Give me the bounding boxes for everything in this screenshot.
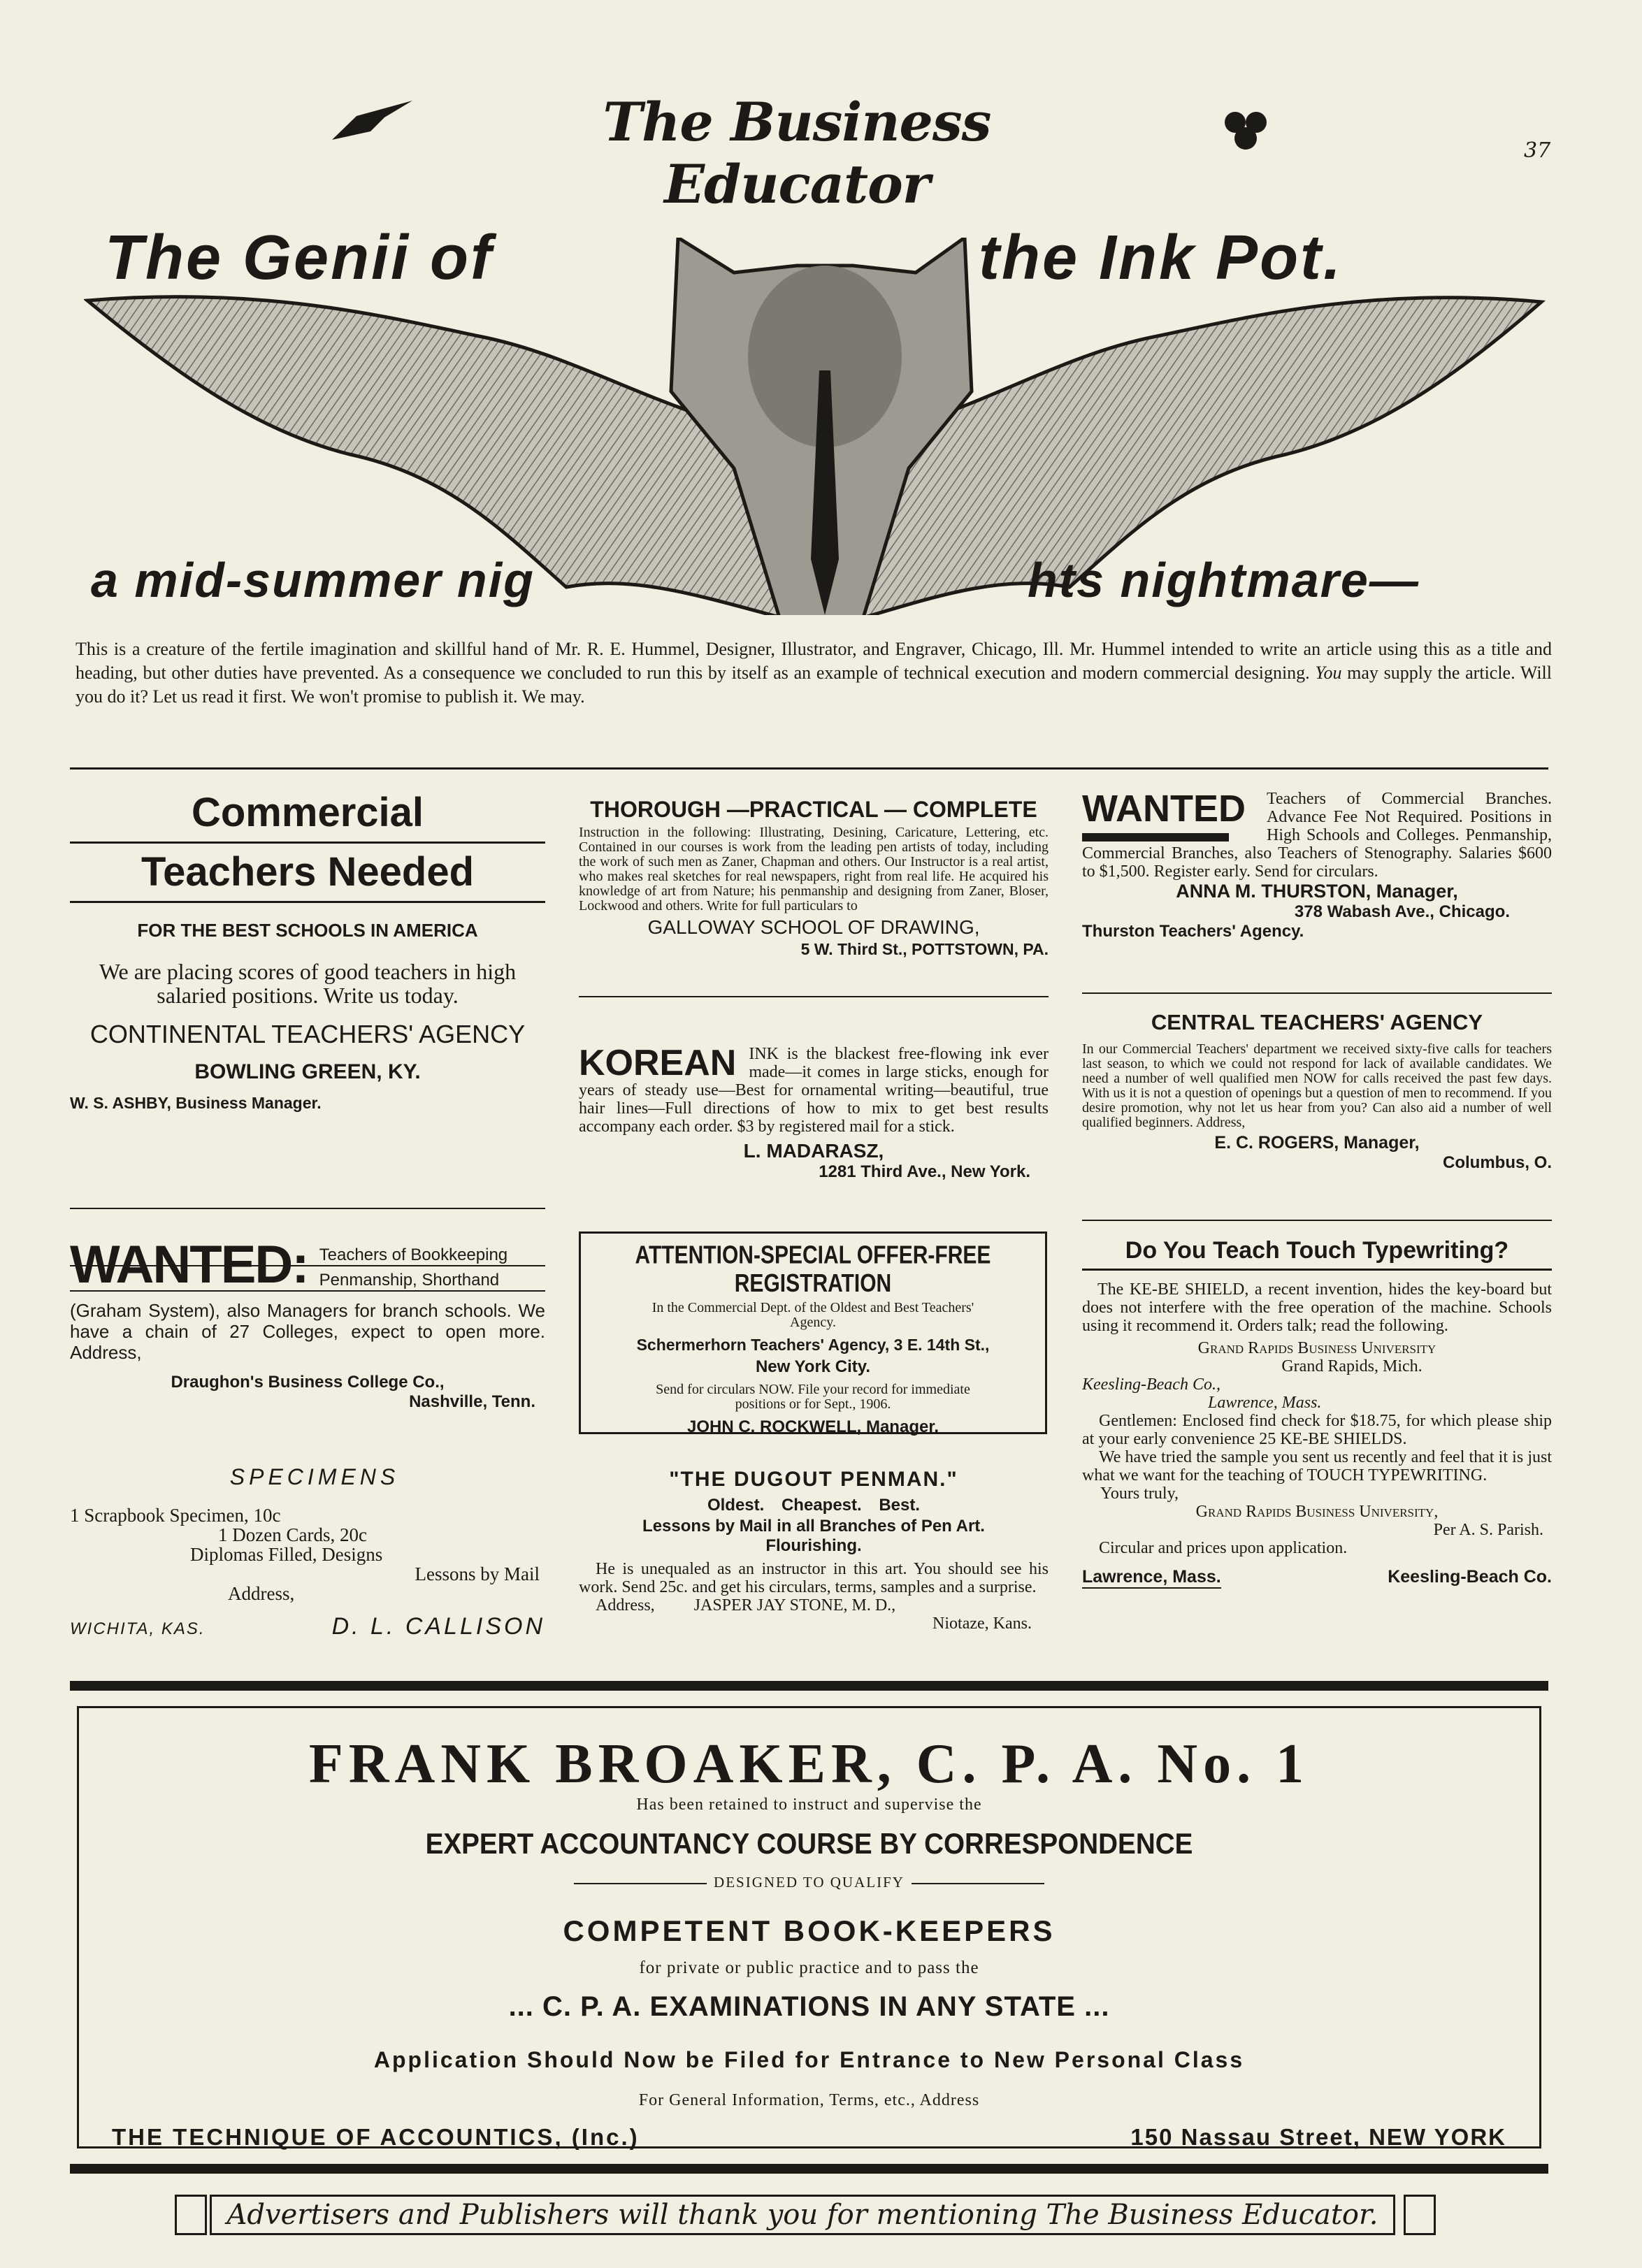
korean-name: L. MADARASZ,: [743, 1140, 884, 1162]
feature-title-left: The Genii of: [105, 223, 494, 293]
broaker-application: Application Should Now be Filed for Entrance to New Personal Class: [373, 2047, 1245, 2072]
ad-thurston: [1082, 790, 1552, 941]
feature-subtitle-left: a mid-summer nig: [91, 553, 535, 607]
ad-galloway: [579, 797, 1049, 959]
divider-col1: [70, 1208, 545, 1209]
dugout-body: He is unequaled as an instructor in this art. You should see his work. Send 25c. and get his circulars, terms, samples and a surprise.: [579, 1560, 1049, 1596]
touch-circular: Circular and prices upon application.: [1099, 1539, 1348, 1557]
galloway-school: GALLOWAY SCHOOL OF DRAWING,: [647, 916, 980, 938]
continental-headline-1: Commercial: [191, 790, 424, 835]
specimens-line-5: Address,: [228, 1583, 295, 1604]
draughon-line-1: Teachers of Bookkeeping: [70, 1245, 545, 1266]
specimens-line-2: 1 Dozen Cards, 20c: [218, 1524, 367, 1545]
broaker-company: THE TECHNIQUE OF ACCOUNTICS, (Inc.): [112, 2124, 640, 2150]
thurston-wanted: WANTED: [1082, 790, 1246, 830]
caption-you: You: [1315, 663, 1342, 683]
schermerhorn-city: New York City.: [755, 1357, 871, 1376]
specimens-line-4: Lessons by Mail: [415, 1563, 540, 1584]
ad-dugout-penman: [579, 1468, 1049, 1633]
feature-caption: [75, 637, 1552, 709]
draughon-line-2: Penmanship, Shorthand: [70, 1271, 545, 1292]
broaker-designed: DESIGNED TO QUALIFY: [714, 1874, 905, 1891]
touch-letter-1: Gentlemen: Enclosed find check for $18.75, for which please ship at your early convenience 25 KE-BE SHIELDS.: [1082, 1412, 1552, 1448]
footer-text: Advertisers and Publishers will thank you for mentioning The Business Educator.: [226, 2199, 1378, 2231]
thurston-agency: Thurston Teachers' Agency.: [1082, 922, 1304, 941]
specimens-line-3: Diplomas Filled, Designs: [190, 1544, 383, 1565]
touch-title: Do You Teach Touch Typewriting?: [1082, 1237, 1552, 1271]
touch-closing: Yours truly,: [1100, 1485, 1179, 1503]
dugout-name: JASPER JAY STONE, M. D.,: [693, 1596, 896, 1615]
touch-from: Grand Rapids Business University: [1197, 1339, 1436, 1357]
dugout-city: Niotaze, Kans.: [932, 1615, 1032, 1633]
ad-continental: [70, 790, 545, 1113]
ad-schermerhorn: [579, 1231, 1047, 1434]
footer-box-left: [175, 2195, 207, 2235]
continental-rule-1: [70, 842, 545, 844]
touch-sign: Grand Rapids Business University,: [1195, 1503, 1439, 1521]
continental-body: We are placing scores of good teachers in high salaried positions. Write us today.: [99, 959, 517, 1008]
broaker-competent: COMPETENT BOOK-KEEPERS: [563, 1914, 1056, 1947]
continental-city: BOWLING GREEN, KY.: [194, 1060, 421, 1083]
ad-draughon: [70, 1237, 545, 1412]
draughon-city: Nashville, Tenn.: [409, 1392, 535, 1411]
broaker-info: For General Information, Terms, etc., Address: [638, 2091, 980, 2109]
draughon-college: Draughon's Business College Co.,: [171, 1373, 445, 1392]
divider-col2-1: [579, 996, 1049, 997]
divider-col3-2: [1082, 1220, 1552, 1221]
dugout-tag: Oldest. Cheapest. Best.: [707, 1496, 921, 1515]
thurston-body: Teachers of Commercial Branches. Advance Fee Not Required. Positions in High Schools and Colleges. Penmanship, Commercial Branches, also Teachers of Stenography. Salaries $600 to $1,500. Register early. Send for circulars.: [1082, 790, 1552, 881]
divider-top: [70, 767, 1548, 770]
touch-foot-left: Lawrence, Mass.: [1082, 1567, 1221, 1589]
touch-foot-right: Keesling-Beach Co.: [1388, 1567, 1552, 1587]
draughon-wanted: WANTED:: [70, 1237, 308, 1293]
touch-to-city: Lawrence, Mass.: [1208, 1394, 1322, 1412]
touch-per: Per A. S. Parish.: [1433, 1521, 1543, 1539]
caption-text-1: This is a creature of the fertile imagination and skillful hand of Mr. R. E. Hummel, Designer, Illustrator, and Engraver, Chicago, Ill. Mr. Hummel intended to write an article using this as a title and heading, but other duties have prevented. As a consequence we concluded to run this by itself as an example of technical execution and modern commercial designing.: [75, 639, 1552, 683]
central-title: CENTRAL TEACHERS' AGENCY: [1151, 1010, 1483, 1034]
galloway-address: 5 W. Third St., POTTSTOWN, PA.: [800, 940, 1049, 958]
ad-korean: [579, 1045, 1049, 1182]
footer-banner: [210, 2195, 1395, 2235]
broaker-title: FRANK BROAKER, C. P. A. No. 1: [308, 1733, 1310, 1795]
dugout-title: "THE DUGOUT PENMAN.": [669, 1468, 958, 1491]
korean-body: INK is the blackest free-flowing ink ever made—it comes in large sticks, enough for years of steady use—Best for ornamental writing—beautiful, true hair lines—Full directions of how to mix to get best results accompany each order. $3 by registered mail for a stick.: [579, 1045, 1049, 1136]
broaker-retained: Has been retained to instruct and supervise the: [636, 1796, 982, 1814]
specimens-line-1: 1 Scrapbook Specimen, 10c: [70, 1505, 281, 1526]
schermerhorn-agency: Schermerhorn Teachers' Agency, 3 E. 14th St.,: [636, 1336, 990, 1354]
ad-specimens: [70, 1464, 545, 1640]
galloway-headline: THOROUGH —PRACTICAL — COMPLETE: [590, 797, 1037, 822]
specimens-title: SPECIMENS: [229, 1464, 400, 1489]
divider-col3-1: [1082, 992, 1552, 994]
specimens-name: D. L. CALLISON: [331, 1613, 545, 1640]
masthead-title: The Business Educator: [603, 91, 991, 215]
touch-letter-2: We have tried the sample you sent us recently and feel that it is just what we want for the teaching of TOUCH TYPEWRITING.: [1082, 1448, 1552, 1485]
galloway-body: Instruction in the following: Illustrating, Desining, Caricature, Lettering, etc. Contained in our courses is work from the leading pen artists of today, including the work of such men as Zaner, Chapman and others. Our Instructor is a real artist, who makes real sketches for real newspapers, right from real life. He acquired his knowledge of art from Nature; his penmanship and designing from Zaner, Bloser, Lockwood and others. Write for full particulars to: [579, 825, 1049, 913]
continental-agency: CONTINENTAL TEACHERS' AGENCY: [89, 1020, 526, 1048]
continental-headline-2: Teachers Needed: [141, 849, 475, 895]
feature-subtitle-right: hts nightmare—: [1028, 553, 1420, 607]
schermerhorn-intro: In the Commercial Dept. of the Oldest and Best Teachers' Agency.: [651, 1300, 974, 1330]
broaker-private: for private or public practice and to pass the: [639, 1958, 979, 1977]
thurston-bar: [1082, 833, 1229, 842]
dugout-lessons: Lessons by Mail in all Branches of Pen Art. Flourishing.: [642, 1517, 985, 1555]
caption-text-2: may supply the article. Will you do it? Let us read it first. We won't promise to publish it. We may.: [75, 663, 1552, 707]
continental-subhead: FOR THE BEST SCHOOLS IN AMERICA: [137, 920, 478, 941]
touch-body: The KE-BE SHIELD, a recent invention, hides the key-board but does not interfere with the free operation of the machine. Schools using it recommend it. Orders talk; read the following.: [1082, 1280, 1552, 1335]
dugout-address-label: Address,: [596, 1596, 655, 1615]
broaker-exams: ... C. P. A. EXAMINATIONS IN ANY STATE ...: [508, 1991, 1110, 2022]
korean-word: KOREAN: [579, 1045, 737, 1083]
ad-touch-typewriting: [1082, 1237, 1552, 1589]
ad-central: [1082, 1010, 1552, 1173]
schermerhorn-title: ATTENTION-SPECIAL OFFER-FREE REGISTRATION: [635, 1241, 991, 1298]
central-city: Columbus, O.: [1443, 1153, 1552, 1172]
central-manager: E. C. ROGERS, Manager,: [1214, 1133, 1420, 1153]
touch-to-name: Keesling-Beach Co.,: [1082, 1375, 1220, 1394]
continental-rule-2: [70, 901, 545, 903]
broaker-street: 150 Nassau Street, NEW YORK: [1130, 2124, 1506, 2150]
quill-icon: [329, 96, 419, 145]
central-body: In our Commercial Teachers' department we received sixty-five calls for teachers last season, to which we could not respond for lack of available candidates. We need a number of well qualified men NOW for calls received the past few days. With us it is not a question of openings but a question of men to recommend. If you desire promotion, why not let us hear from you? Can also aid a number of well qualified beginners. Address,: [1082, 1041, 1552, 1130]
korean-address: 1281 Third Ave., New York.: [819, 1162, 1030, 1181]
feature-title-right: the Ink Pot.: [979, 223, 1344, 293]
specimens-city: WICHITA, KAS.: [70, 1619, 206, 1638]
continental-manager: W. S. ASHBY, Business Manager.: [70, 1094, 322, 1112]
touch-from-city: Grand Rapids, Mich.: [1281, 1357, 1423, 1375]
draughon-body: (Graham System), also Managers for branch schools. We have a chain of 27 Colleges, expect to open more. Address,: [70, 1300, 545, 1363]
ornament-icon: [1220, 105, 1276, 154]
schermerhorn-note: Send for circulars NOW. File your record for immediate positions or for Sept., 1906.: [656, 1382, 970, 1412]
broaker-course: EXPERT ACCOUNTANCY COURSE BY CORRESPONDENCE: [425, 1827, 1193, 1860]
page-number: 37: [1524, 138, 1551, 163]
thurston-address: 378 Wabash Ave., Chicago.: [1294, 902, 1510, 921]
footer-box-right: [1404, 2195, 1436, 2235]
ad-broaker: [70, 1681, 1548, 2174]
schermerhorn-manager: JOHN C. ROCKWELL, Manager.: [686, 1417, 939, 1436]
thurston-manager: ANNA M. THURSTON, Manager,: [1176, 881, 1458, 902]
